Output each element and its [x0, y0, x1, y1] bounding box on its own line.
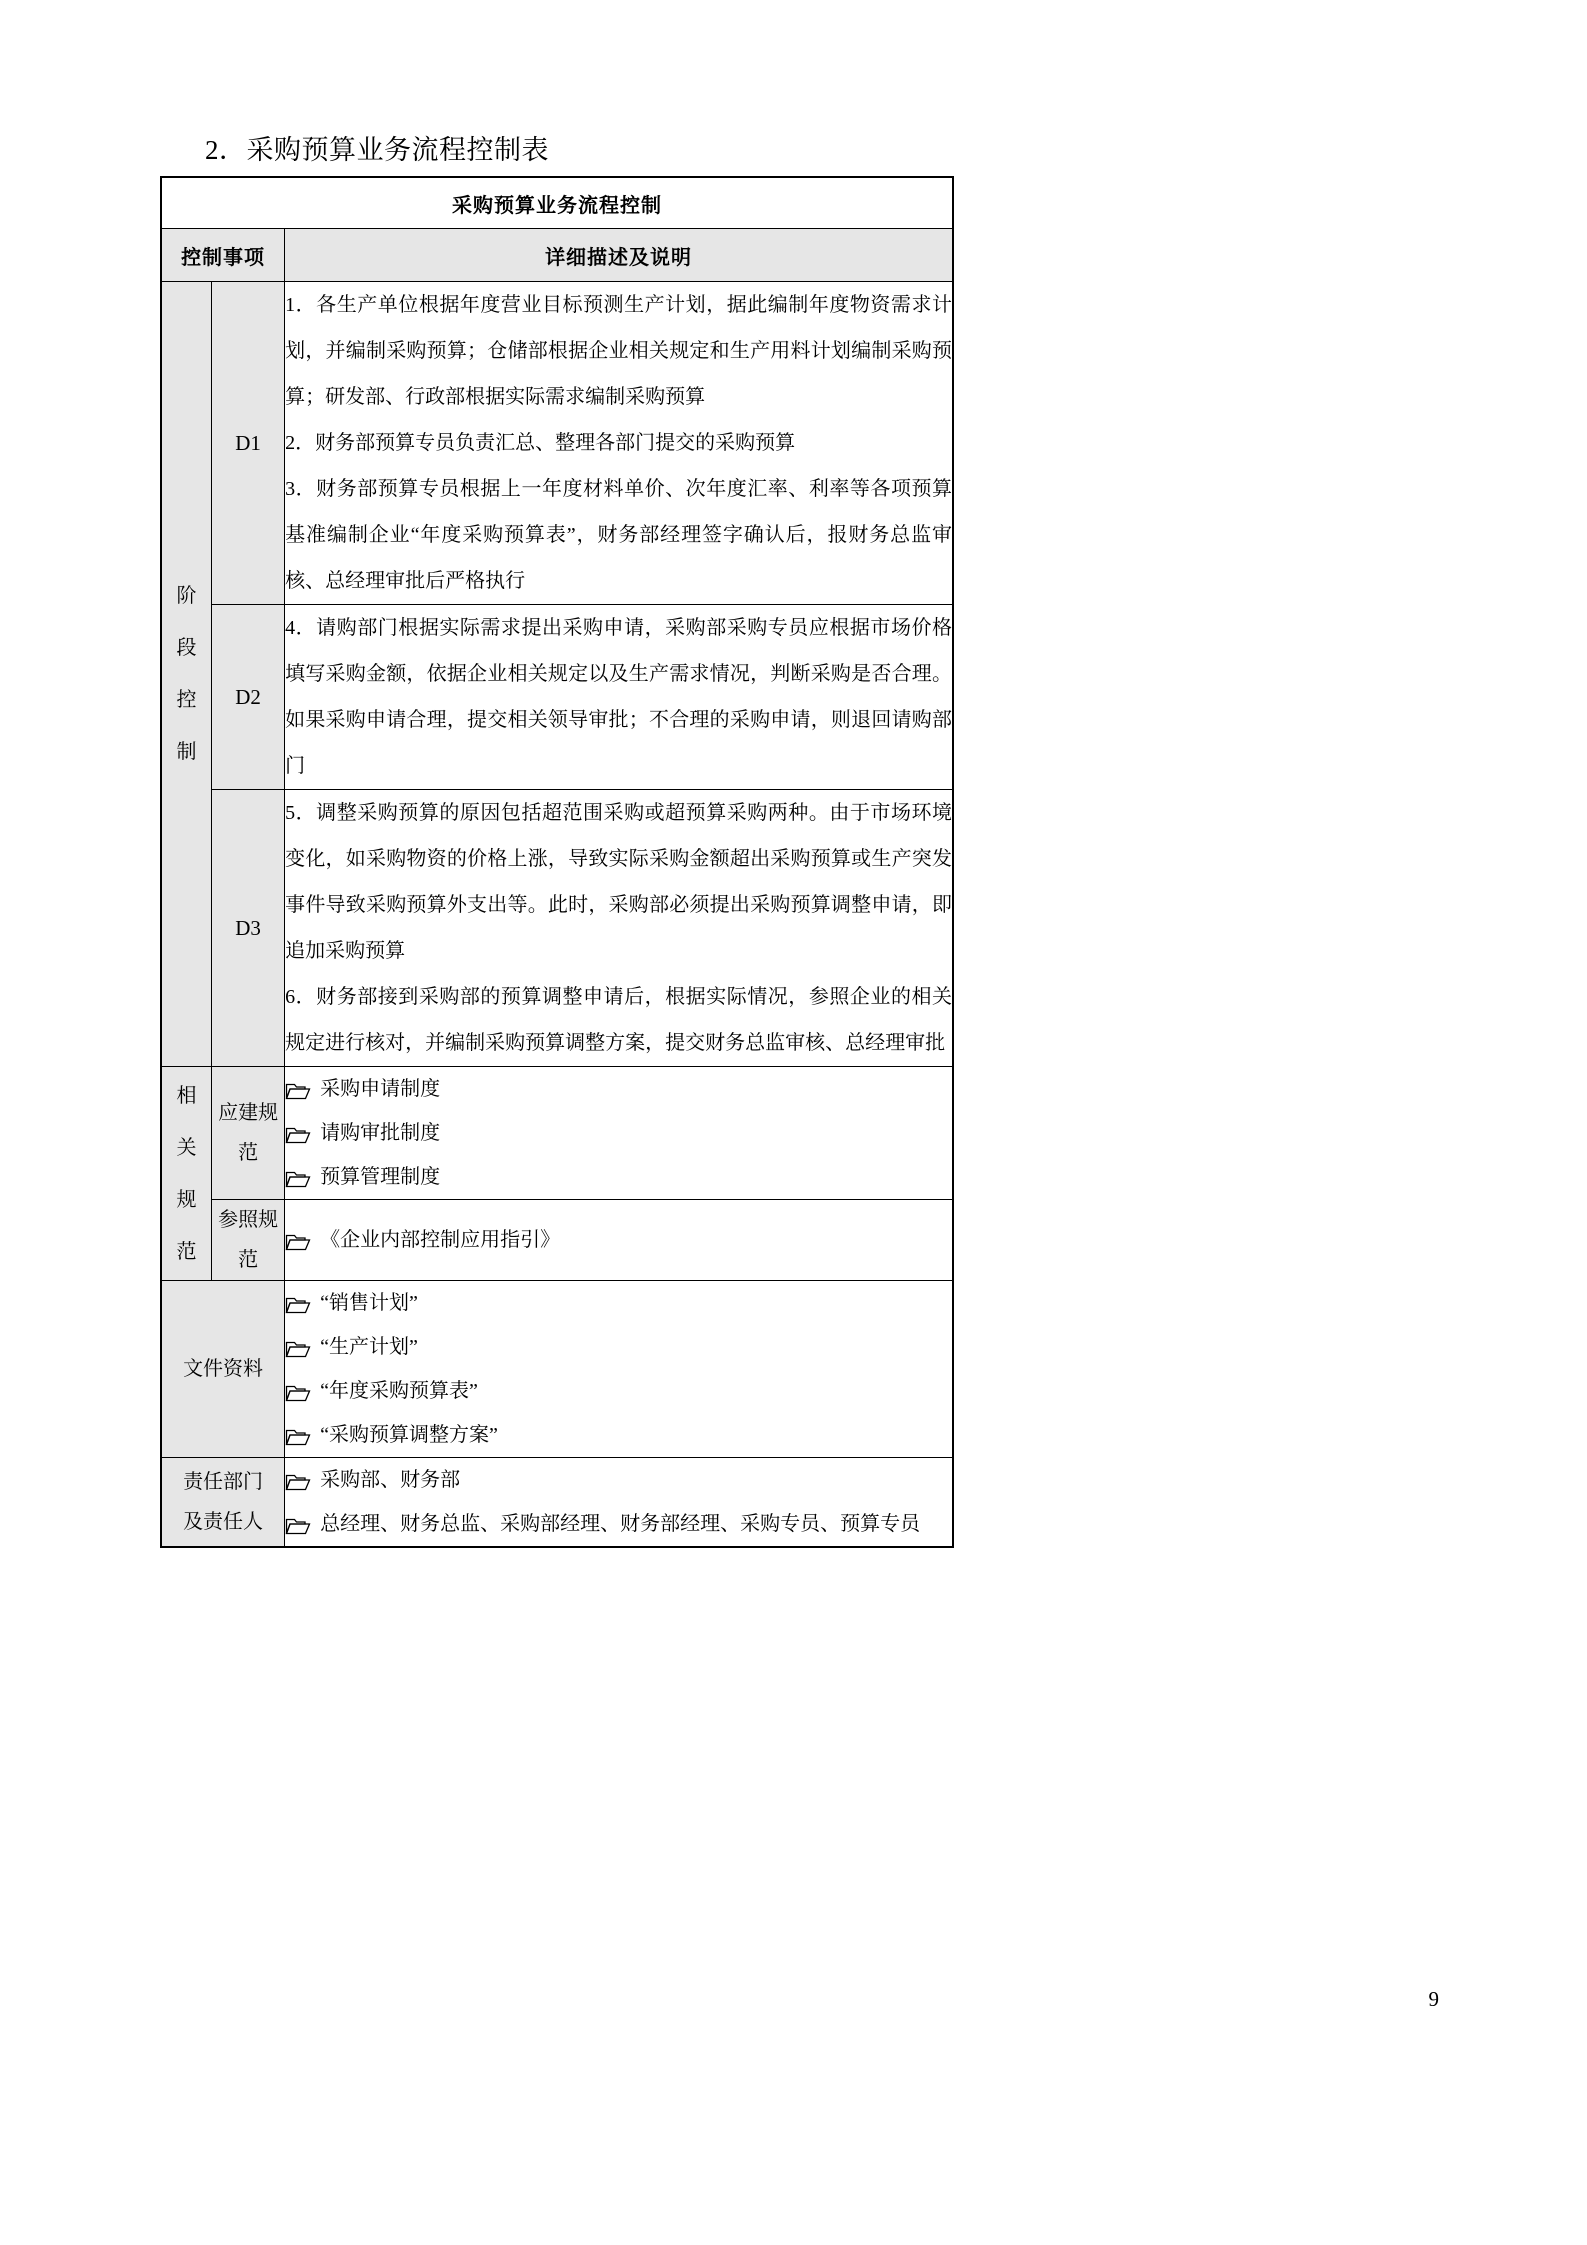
stage-code-d3: D3 [212, 790, 285, 1067]
list-item-label: 《企业内部控制应用指引》 [320, 1229, 561, 1251]
vertical-char: 控 [176, 689, 197, 711]
table-row [162, 1067, 953, 1200]
group-label-line1: 责任部门 [183, 1471, 264, 1493]
folder-icon [285, 1339, 311, 1358]
group-label-line2: 及责任人 [183, 1511, 264, 1533]
list-item-label: 采购部、财务部 [320, 1469, 461, 1491]
paragraph: 6．财务部接到采购部的预算调整申请后，根据实际情况，参照企业的相关规定进行核对，并编制采购预算调整方案，提交财务总监审核、总经理审批 [285, 986, 952, 1054]
folder-icon [285, 1516, 311, 1535]
table-row [162, 1200, 953, 1281]
vertical-char: 关 [176, 1136, 197, 1159]
sub-label-line: 应建规范 [218, 1102, 279, 1164]
table-row [162, 1458, 953, 1547]
list-item [285, 1369, 952, 1413]
list-item-label: 总经理、财务总监、采购部经理、财务部经理、采购专员、预算专员 [320, 1513, 921, 1535]
table-row [162, 605, 953, 790]
table-row [162, 790, 953, 1067]
stage-body-d1 [285, 282, 953, 605]
should-build-norms-list [285, 1067, 953, 1200]
table-row [162, 1281, 953, 1458]
list-item-label: “生产计划” [320, 1336, 418, 1358]
list-item [285, 1281, 952, 1325]
group-label-documents [162, 1281, 285, 1458]
group-label-stage-control [162, 282, 212, 1067]
list-item [285, 1458, 952, 1502]
header-control-item: 控制事项 [162, 229, 285, 282]
vertical-char: 范 [176, 1240, 197, 1263]
list-item [285, 1325, 952, 1369]
folder-icon [285, 1427, 311, 1446]
process-control-table [161, 177, 953, 1547]
page-number: 9 [1428, 1987, 1439, 2011]
table-title: 采购预算业务流程控制 [162, 178, 953, 229]
process-control-table-wrapper [160, 176, 954, 1548]
list-item-label: “年度采购预算表” [320, 1380, 478, 1402]
sub-label-should-build-norms [212, 1067, 285, 1200]
sub-label-line: 参照规范 [218, 1209, 279, 1271]
list-item [285, 1155, 952, 1199]
folder-icon [285, 1232, 311, 1251]
paragraph: 5．调整采购预算的原因包括超范围采购或超预算采购两种。由于市场环境变化，如采购物资的价格上涨，导致实际采购金额超出采购预算或生产突发事件导致采购预算外支出等。此时，采购部必须提出采购预算调整申请，即追加采购预算 [285, 802, 952, 962]
folder-icon [285, 1081, 311, 1100]
stage-code-d2: D2 [212, 605, 285, 790]
section-heading: 2．采购预算业务流程控制表 [205, 135, 549, 165]
list-item-label: 请购审批制度 [320, 1122, 441, 1144]
list-item-label: 采购申请制度 [320, 1078, 441, 1100]
folder-icon [285, 1472, 311, 1491]
list-item-label: “采购预算调整方案” [320, 1424, 498, 1446]
list-item-label: 预算管理制度 [320, 1166, 441, 1188]
vertical-char: 段 [176, 637, 197, 659]
list-item [285, 1413, 952, 1457]
table-header-row [162, 229, 953, 282]
table-row [162, 282, 953, 605]
paragraph: 3．财务部预算专员根据上一年度材料单价、次年度汇率、利率等各项预算基准编制企业“年度采购预算表”，财务部经理签字确认后，报财务总监审核、总经理审批后严格执行 [285, 478, 952, 592]
group-label-responsible [162, 1458, 285, 1547]
vertical-char: 相 [176, 1084, 197, 1107]
header-detail-description: 详细描述及说明 [285, 229, 953, 282]
documents-list [285, 1281, 953, 1458]
folder-icon [285, 1295, 311, 1314]
list-item [285, 1111, 952, 1155]
paragraph: 2．财务部预算专员负责汇总、整理各部门提交的采购预算 [285, 432, 796, 454]
folder-icon [285, 1125, 311, 1144]
stage-body-d2 [285, 605, 953, 790]
stage-body-d3 [285, 790, 953, 1067]
group-label-text: 文件资料 [183, 1358, 264, 1380]
vertical-char: 规 [176, 1188, 197, 1211]
vertical-char: 阶 [176, 585, 197, 607]
group-label-related-norms [162, 1067, 212, 1281]
responsible-list [285, 1458, 953, 1547]
vertical-char: 制 [176, 741, 197, 763]
paragraph: 1．各生产单位根据年度营业目标预测生产计划，据此编制年度物资需求计划，并编制采购预算；仓储部根据企业相关规定和生产用料计划编制采购预算；研发部、行政部根据实际需求编制采购预算 [285, 294, 952, 408]
list-item [285, 1502, 952, 1546]
list-item [285, 1218, 952, 1262]
folder-icon [285, 1383, 311, 1402]
sub-label-reference-norms [212, 1200, 285, 1281]
list-item [285, 1067, 952, 1111]
folder-icon [285, 1169, 311, 1188]
stage-code-d1: D1 [212, 282, 285, 605]
table-title-row [162, 178, 953, 229]
list-item-label: “销售计划” [320, 1292, 418, 1314]
paragraph: 4．请购部门根据实际需求提出采购申请，采购部采购专员应根据市场价格填写采购金额，依据企业相关规定以及生产需求情况，判断采购是否合理。如果采购申请合理，提交相关领导审批；不合理的采购申请，则退回请购部门 [285, 617, 952, 777]
reference-norms-list [285, 1200, 953, 1281]
